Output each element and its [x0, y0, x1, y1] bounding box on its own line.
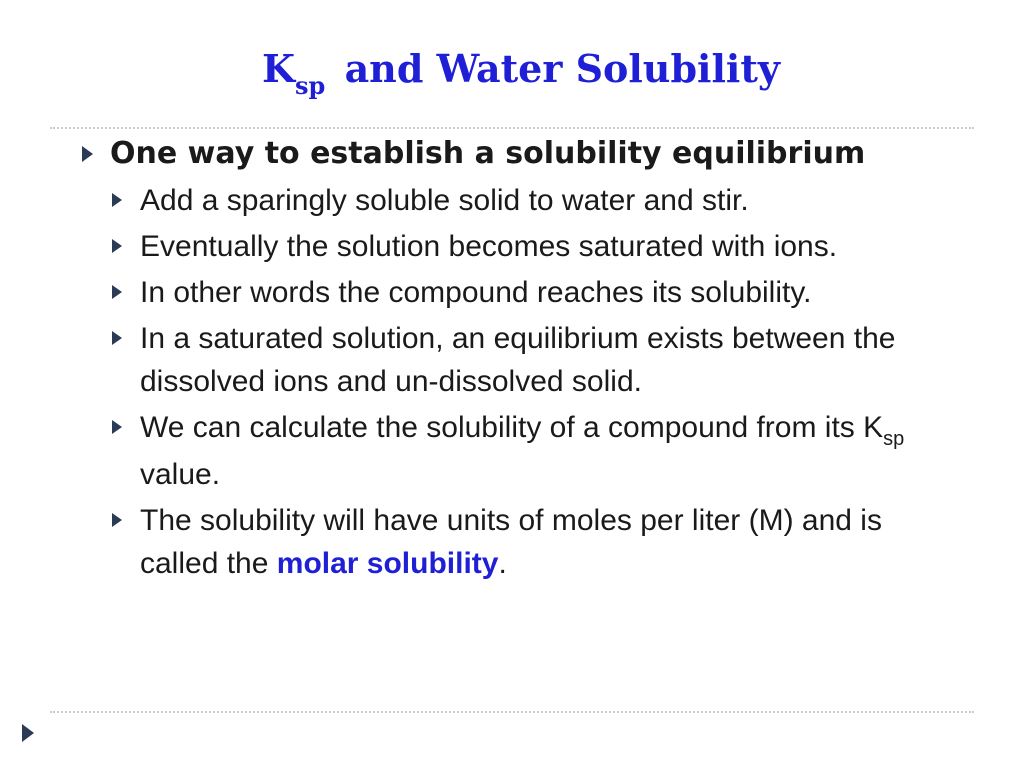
main-bullet [74, 133, 964, 175]
sub-bullet [104, 317, 964, 403]
sub-bullet-text: In a saturated solution, an equilibrium exists between the dissolved ions and un-dissolved solid. [140, 322, 896, 398]
bullet-triangle-icon [112, 420, 122, 434]
title-subscript: sp [295, 71, 326, 100]
sub-bullet [104, 499, 964, 585]
bullet-triangle-icon [112, 239, 122, 253]
bottom-divider [50, 711, 974, 713]
slide-content [74, 133, 964, 588]
sub-bullet [104, 225, 964, 268]
bullet-triangle-icon [112, 331, 122, 345]
text-fragment: The solubility will have units of moles per liter (M) and is called the [140, 504, 882, 580]
bullet-triangle-icon [112, 193, 122, 207]
bullet-triangle-icon [112, 285, 122, 299]
top-divider [50, 127, 974, 129]
ksp-subscript: sp [883, 428, 905, 450]
text-fragment: We can calculate the solubility of a compound from its K [140, 411, 884, 444]
sub-bullet-text: Eventually the solution becomes saturated with ions. [140, 230, 838, 263]
bullet-triangle-icon [82, 146, 93, 162]
bullet-triangle-icon [112, 513, 122, 527]
title-k: K [262, 46, 296, 91]
molar-solubility-term: molar solubility [276, 547, 499, 580]
slide-title [262, 46, 780, 100]
text-fragment: value. [140, 458, 221, 491]
sub-bullet-text [140, 504, 882, 580]
sub-bullet [104, 271, 964, 314]
sub-bullet [104, 179, 964, 222]
sub-bullet-text: Add a sparingly soluble solid to water and stir. [140, 184, 749, 217]
sub-bullet-text [140, 411, 904, 491]
sub-bullet [104, 406, 964, 496]
text-fragment: . [498, 547, 507, 580]
title-rest: and Water Solubility [344, 46, 780, 91]
main-bullet-text: One way to establish a solubility equilibrium [110, 136, 866, 171]
sub-bullet-text: In other words the compound reaches its solubility. [140, 276, 812, 309]
triangle-right-icon[interactable] [22, 724, 34, 742]
